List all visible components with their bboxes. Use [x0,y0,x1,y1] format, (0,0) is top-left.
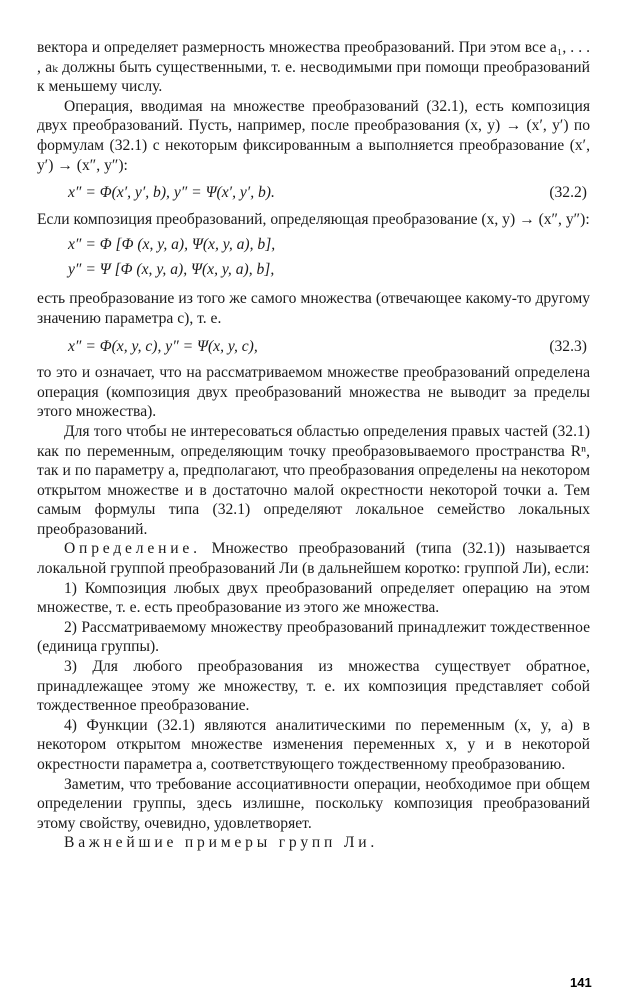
list-item: 2) Рассматриваемому множеству преобразований принадлежит тождественное (единица группы). [37,618,590,656]
list-item: 4) Функции (32.1) являются аналитическими по переменным (x, y, a) в некотором открытом множестве изменения переменных x, y и в некоторой окрестности параметра a, соответствующего тождественному преобразованию. [37,716,590,773]
equation-32-2 [37,183,590,203]
paragraph: вектора и определяет размерность множества преобразований. При этом все a₁, . . . , aₖ должны быть существенными, т. е. несводимыми при помощи преобразований к меньшему числу. [37,39,590,96]
equation-system [37,235,590,285]
paragraph: есть преобразование из того же самого множества (отвечающее какому-то другому значению параметра c), т. е. [37,290,590,327]
page-body [37,38,590,853]
definition-label: Определение. [64,540,201,558]
equation-formula: x″ = Φ(x, y, c), y″ = Ψ(x, y, c), [68,337,258,355]
section-heading: Важнейшие примеры групп Ли. [64,834,379,852]
equation-number: (32.2) [549,184,587,202]
paragraph: Если композиция преобразований, определяющая преобразование (x, y) → (x″, y″): [37,210,590,228]
page-number: 141 [570,975,592,990]
paragraph: Для того чтобы не интересоваться областью определения правых частей (32.1) как по переменным, определяющим точку преобразовываемого пространства Rⁿ, так и по параметру a, предполагают, что преобразования определены на некотором открытом множестве и в достаточно малой окрестности некоторой точки a. Тем самым формулы типа (32.1) определяют локальное семейство локальных преобразований. [37,422,590,538]
equation-line: y″ = Ψ [Φ (x, y, a), Ψ(x, y, a), b], [68,261,275,279]
equation-formula: x″ = Φ(x′, y′, b), y″ = Ψ(x′, y′, b). [68,184,275,202]
list-item: 3) Для любого преобразования из множества существует обратное, принадлежащее этому же множеству, т. е. их композиция представляет собой тождественное преобразование. [37,658,590,715]
paragraph: Заметим, что требование ассоциативности операции, необходимое при общем определении группы, здесь излишне, поскольку композиция преобразований этому свойству, очевидно, удовлетворяет. [37,775,590,832]
paragraph: то это и означает, что на рассматриваемом множестве преобразований определена операция (композиция двух преобразований множества не выводит за пределы этого множества). [37,364,590,421]
definition-paragraph [37,539,590,578]
equation-number: (32.3) [549,337,587,355]
list-item: 1) Композиция любых двух преобразований определяет операцию на этом множестве, т. е. есть преобразование из этого же множества. [37,579,590,617]
definition-text: Множество преобразований (типа (32.1)) называется локальной группой преобразований Ли (в дальнейшем коротко: группой Ли), если: [37,540,590,578]
equation-32-3 [37,337,590,357]
equation-line: x″ = Φ [Φ (x, y, a), Ψ(x, y, a), b], [68,236,276,254]
paragraph: Операция, вводимая на множестве преобразований (32.1), есть композиция двух преобразований. Пусть, например, после преобразования (x, y) → (x′, y′) по формулам (32.1) с некоторым фиксированным a выполняется преобразование (x′, y′) → (x″, y″): [37,97,590,174]
